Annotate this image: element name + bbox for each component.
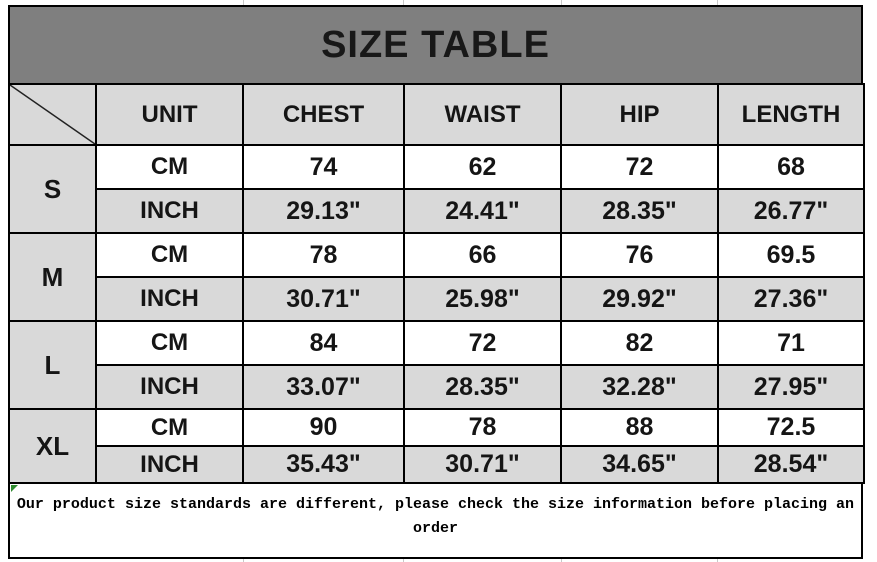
measurement-value: 74 xyxy=(243,145,404,189)
size-note-text: Our product size standards are different, please check the size information before placing an order xyxy=(16,496,855,537)
unit-label-inch: INCH xyxy=(96,365,243,409)
size-table xyxy=(8,83,865,484)
size-row-cm xyxy=(9,233,864,277)
measurement-value: 62 xyxy=(404,145,561,189)
measurement-value: 34.65" xyxy=(561,446,718,483)
column-header-hip: HIP xyxy=(561,84,718,145)
measurement-value: 69.5 xyxy=(718,233,864,277)
measurement-value: 76 xyxy=(561,233,718,277)
size-row-cm xyxy=(9,145,864,189)
column-header-length: LENGTH xyxy=(718,84,864,145)
measurement-value: 26.77" xyxy=(718,189,864,233)
column-header-waist: WAIST xyxy=(404,84,561,145)
size-row-inch xyxy=(9,446,864,483)
measurement-value: 29.92" xyxy=(561,277,718,321)
measurement-value: 32.28" xyxy=(561,365,718,409)
size-label: S xyxy=(9,145,96,233)
column-header-unit: UNIT xyxy=(96,84,243,145)
measurement-value: 82 xyxy=(561,321,718,365)
measurement-value: 28.35" xyxy=(404,365,561,409)
measurement-value: 78 xyxy=(404,409,561,446)
measurement-value: 25.98" xyxy=(404,277,561,321)
measurement-value: 90 xyxy=(243,409,404,446)
unit-label-inch: INCH xyxy=(96,189,243,233)
size-label: XL xyxy=(9,409,96,483)
size-label: M xyxy=(9,233,96,321)
measurement-value: 24.41" xyxy=(404,189,561,233)
measurement-value: 28.35" xyxy=(561,189,718,233)
size-note-box xyxy=(8,482,863,559)
measurement-value: 30.71" xyxy=(404,446,561,483)
size-row-cm xyxy=(9,321,864,365)
measurement-value: 66 xyxy=(404,233,561,277)
measurement-value: 72.5 xyxy=(718,409,864,446)
measurement-value: 29.13" xyxy=(243,189,404,233)
measurement-value: 88 xyxy=(561,409,718,446)
unit-label-cm: CM xyxy=(96,321,243,365)
size-label: L xyxy=(9,321,96,409)
measurement-value: 28.54" xyxy=(718,446,864,483)
measurement-value: 84 xyxy=(243,321,404,365)
measurement-value: 30.71" xyxy=(243,277,404,321)
size-table-title: SIZE TABLE xyxy=(8,5,863,85)
cell-error-marker-icon xyxy=(11,485,18,492)
size-row-inch xyxy=(9,189,864,233)
unit-label-cm: CM xyxy=(96,409,243,446)
unit-label-cm: CM xyxy=(96,233,243,277)
unit-label-inch: INCH xyxy=(96,277,243,321)
measurement-value: 68 xyxy=(718,145,864,189)
size-chart xyxy=(8,5,863,559)
unit-label-inch: INCH xyxy=(96,446,243,483)
size-row-inch xyxy=(9,277,864,321)
measurement-value: 33.07" xyxy=(243,365,404,409)
diagonal-line xyxy=(10,85,95,144)
measurement-value: 71 xyxy=(718,321,864,365)
measurement-value: 27.95" xyxy=(718,365,864,409)
size-row-inch xyxy=(9,365,864,409)
measurement-value: 27.36" xyxy=(718,277,864,321)
measurement-value: 35.43" xyxy=(243,446,404,483)
diagonal-header-cell xyxy=(9,84,96,145)
size-table-body xyxy=(9,145,864,483)
size-row-cm xyxy=(9,409,864,446)
measurement-value: 78 xyxy=(243,233,404,277)
unit-label-cm: CM xyxy=(96,145,243,189)
measurement-value: 72 xyxy=(404,321,561,365)
column-header-row xyxy=(9,84,864,145)
measurement-value: 72 xyxy=(561,145,718,189)
column-header-chest: CHEST xyxy=(243,84,404,145)
